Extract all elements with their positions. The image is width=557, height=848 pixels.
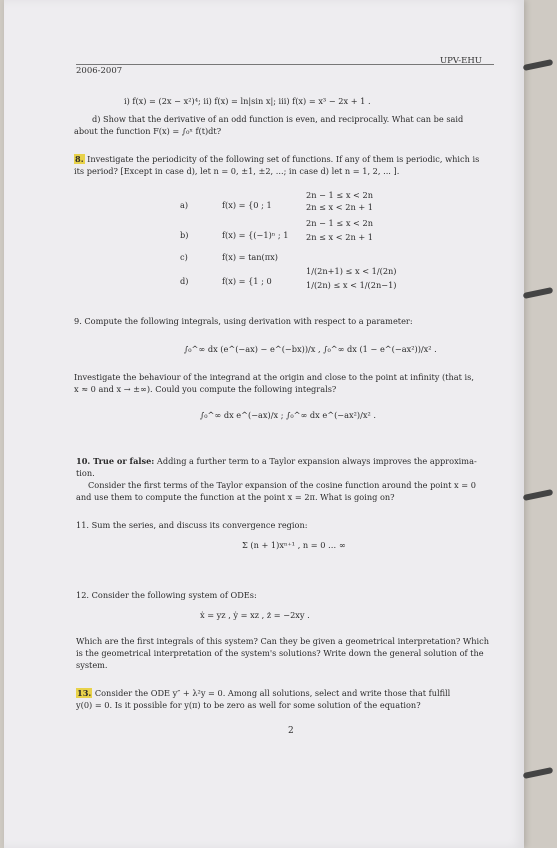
q11-series: Σ (n + 1)xⁿ⁺¹ , n = 0 … ∞ xyxy=(242,540,346,550)
binder-ring xyxy=(523,59,554,71)
q12-text3: system. xyxy=(76,660,108,670)
q12-system: ẋ = yz , ẏ = xz , ż = −2xy . xyxy=(200,610,310,620)
q8-line2: its period? [Except in case d), let n = 0, ±1, ±2, ...; in case d) let n = 1, 2, ... ]. xyxy=(74,166,400,176)
q10-line3: Consider the first terms of the Taylor expansion of the cosine function around the point x = 0 xyxy=(88,480,476,490)
function-list-line: i) f(x) = (2x − x²)⁴; ii) f(x) = ln|sin x|; iii) f(x) = x³ − 2x + 1 . xyxy=(124,96,371,106)
binder-ring xyxy=(523,287,554,299)
page-number: 2 xyxy=(288,726,294,736)
header-university: UPV-EHU xyxy=(440,56,482,66)
q10-line2: tion. xyxy=(76,468,95,478)
q13-line2: y(0) = 0. Is it possible for y(π) to be zero as well for some solution of the equation? xyxy=(76,700,421,710)
q10-heading: 10. True or false: xyxy=(76,456,155,466)
q8a-cond1: 2n − 1 ≤ x < 2n xyxy=(306,190,373,200)
binder-ring xyxy=(523,489,554,501)
q11-heading: 11. Sum the series, and discuss its convergence region: xyxy=(76,520,308,530)
q13-text: Consider the ODE y″ + λ²y = 0. Among all solutions, select and write those that fulfill xyxy=(92,688,451,698)
q13-line1 xyxy=(76,688,450,699)
q12-text1: Which are the first integrals of this system? Can they be given a geometrical interpretation? Which xyxy=(76,636,490,646)
q10-line4: and use them to compute the function at the point x = 2π. What is going on? xyxy=(76,492,395,502)
q8c-label: c) xyxy=(180,252,188,262)
q7d-line2: about the function F(x) = ∫₀ˣ f(t)dt? xyxy=(74,126,222,136)
document-page xyxy=(4,0,524,848)
q8b-cond2: 2n ≤ x < 2n + 1 xyxy=(306,232,373,242)
q13-number: 13. xyxy=(77,688,92,698)
q9-text2: x ≈ 0 and x → ±∞). Could you compute the following integrals? xyxy=(74,384,337,394)
q9-text1: Investigate the behaviour of the integrand at the origin and close to the point at infinity (that is, xyxy=(74,372,474,382)
header-year: 2006-2007 xyxy=(76,66,123,76)
q8d-cond2: 1/(2n) ≤ x < 1/(2n−1) xyxy=(306,280,397,290)
q10-line1 xyxy=(76,456,477,467)
q8c-function: f(x) = tan(πx) xyxy=(222,252,278,262)
q8d-cond1: 1/(2n+1) ≤ x < 1/(2n) xyxy=(306,266,397,276)
q9-heading: 9. Compute the following integrals, using derivation with respect to a parameter: xyxy=(74,316,413,326)
binder-ring xyxy=(523,767,554,779)
q8b-label: b) xyxy=(180,230,189,240)
q8a-cond2: 2n ≤ x < 2n + 1 xyxy=(306,202,373,212)
q8b-cond1: 2n − 1 ≤ x < 2n xyxy=(306,218,373,228)
q12-heading: 12. Consider the following system of ODEs: xyxy=(76,590,257,600)
q8a-label: a) xyxy=(180,200,189,210)
q12-text2: is the geometrical interpretation of the system's solutions? Write down the general solution of the xyxy=(76,648,484,658)
q8-text: Investigate the periodicity of the following set of functions. If any of them is periodic, which is xyxy=(84,154,480,164)
q7d-line1: d) Show that the derivative of an odd function is even, and reciprocally. What can be said xyxy=(92,114,464,124)
q9-integrals2: ∫₀^∞ dx e^(−ax)/x ; ∫₀^∞ dx e^(−ax²)/x² . xyxy=(200,410,376,420)
q8a-function: f(x) = {0 ; 1 xyxy=(222,200,272,210)
q8-number: 8. xyxy=(75,154,84,164)
q10-statement: Adding a further term to a Taylor expansion always improves the approxima- xyxy=(154,456,477,466)
q8d-function: f(x) = {1 ; 0 xyxy=(222,276,272,286)
header-rule xyxy=(76,64,494,65)
q8-line1 xyxy=(74,154,479,165)
q8b-function: f(x) = {(−1)ⁿ ; 1 xyxy=(222,230,289,240)
q8d-label: d) xyxy=(180,276,189,286)
q9-integrals: ∫₀^∞ dx (e^(−ax) − e^(−bx))/x , ∫₀^∞ dx (1 − e^(−ax²))/x² . xyxy=(184,344,437,354)
